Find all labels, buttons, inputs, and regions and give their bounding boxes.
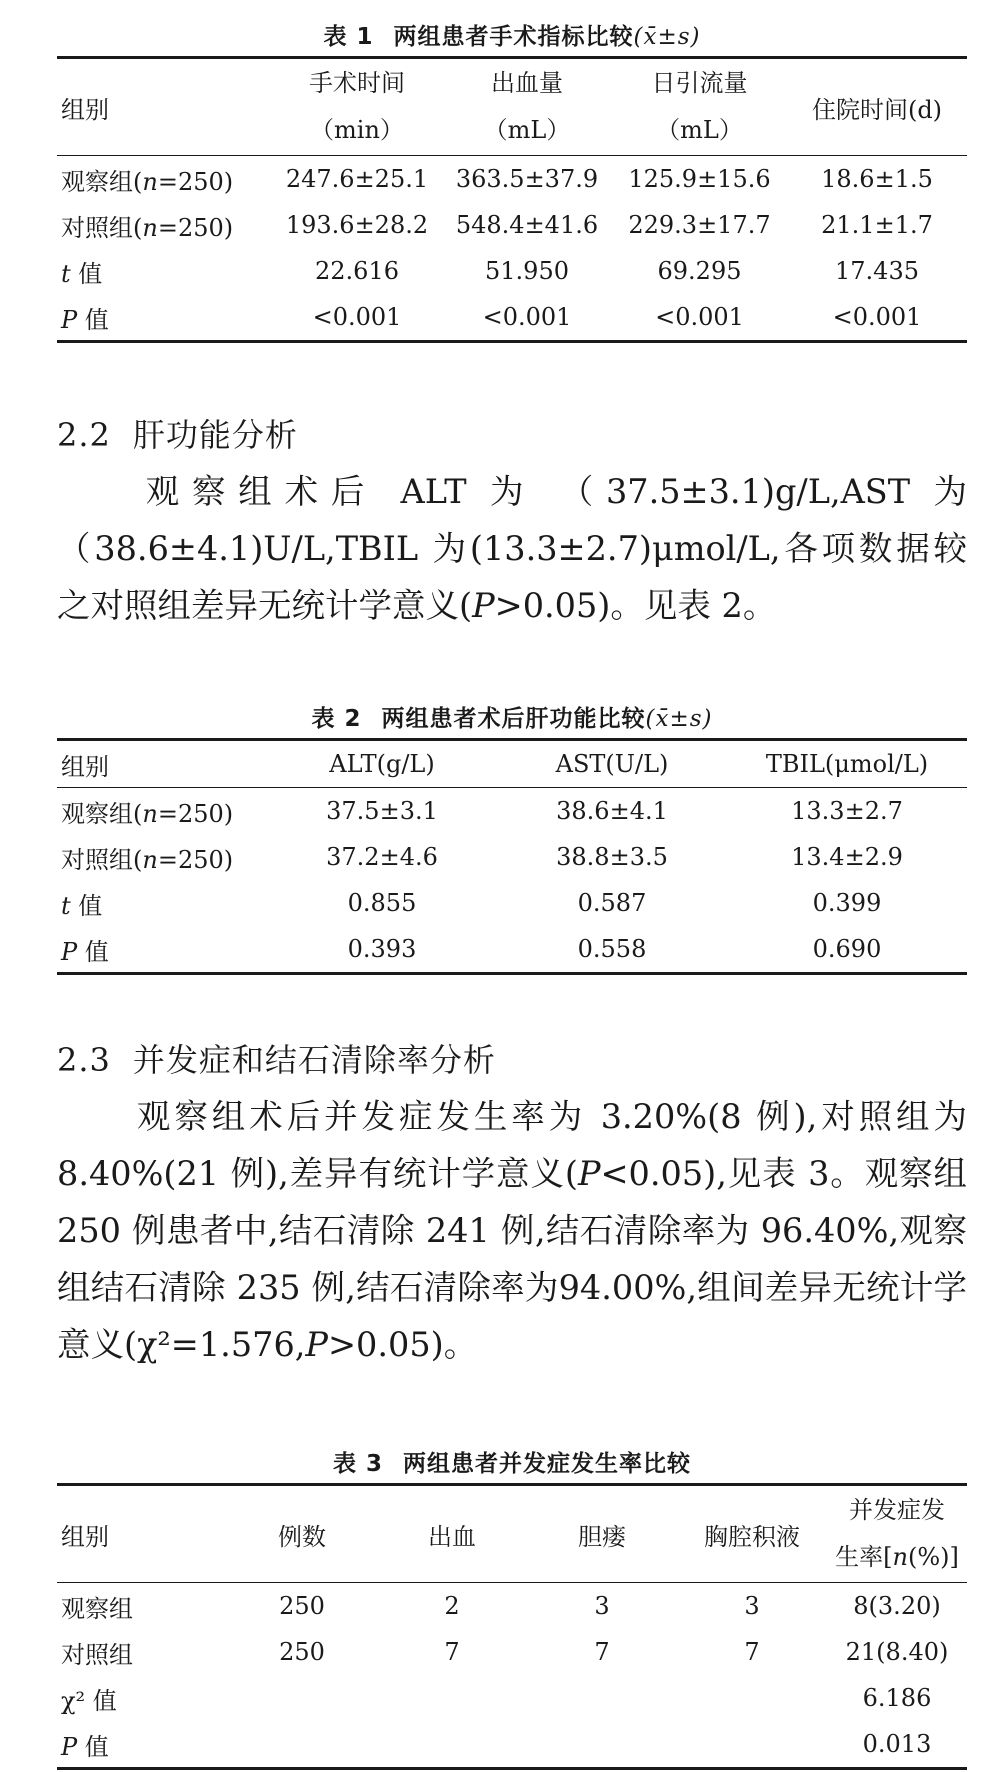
header-cell: 组别 [57, 740, 267, 788]
section-2-2-paragraph: 观察组术后 ALT 为 （37.5±3.1)g/L,AST 为 （38.6±4.1)U/L,TBIL 为(13.3±2.7)μmol/L,各项数据较之对照组差异无统计学意义(P>0.05)。见表 2。 [57, 472, 967, 625]
table-3-block [57, 1445, 967, 1770]
row-label: 观察组(n=250) [61, 799, 234, 828]
table-row [57, 1721, 967, 1769]
table-3-caption [57, 1445, 967, 1483]
header-cell: AST(U/L) [497, 740, 727, 788]
table-cell: 193.6±28.2 [285, 211, 429, 239]
header-cell: 手术时间 （min） [272, 58, 442, 156]
table-cell: 6.186 [862, 1684, 932, 1712]
header-cell: 出血量 （mL） [442, 58, 612, 156]
table-cell [527, 1721, 677, 1769]
table-1-caption [57, 18, 967, 56]
table-cell: 37.5±3.1 [326, 797, 438, 825]
section-heading-2-3: 2.3 并发症和结石清除率分析 [57, 1041, 496, 1079]
table-3 [57, 1483, 967, 1770]
row-label: P 值 [57, 926, 267, 974]
header-cell: 胸腔积液 [677, 1485, 827, 1583]
table-cell: <0.001 [442, 294, 612, 342]
row-label: P 值 [57, 1721, 227, 1769]
table-row [57, 1629, 967, 1675]
header-cell: 住院时间(d) [787, 58, 967, 156]
row-label: 对照组(n=250) [61, 213, 234, 242]
table-cell: 0.855 [347, 889, 417, 917]
header-cell: TBIL(μmol/L) [727, 740, 967, 788]
table-cell [227, 1675, 377, 1721]
table-row [57, 788, 967, 835]
table-cell: 229.3±17.7 [628, 211, 771, 239]
table-cell: 13.4±2.9 [791, 843, 903, 871]
table-caption-number: 表 1 [323, 24, 374, 50]
table-cell: 3 [594, 1592, 610, 1620]
row-label: P 值 [57, 294, 272, 342]
table-cell: 250 [279, 1592, 325, 1620]
table-cell [377, 1721, 527, 1769]
table-cell [227, 1721, 377, 1769]
table-cell: 37.2±4.6 [326, 843, 438, 871]
table-caption-text: 两组患者并发症发生率比较 [403, 1451, 691, 1477]
table-cell: 3 [744, 1592, 760, 1620]
table-cell: <0.001 [612, 294, 787, 342]
table-cell: 7 [594, 1638, 610, 1666]
table-cell: 38.6±4.1 [556, 797, 668, 825]
table-cell: 51.950 [485, 257, 569, 285]
table-cell: 125.9±15.6 [628, 165, 771, 193]
header-cell: 例数 [227, 1485, 377, 1583]
table-cell: <0.001 [787, 294, 967, 342]
table-2-block [57, 700, 967, 975]
table-cell: 18.6±1.5 [821, 165, 933, 193]
table-cell [677, 1675, 827, 1721]
table-row [57, 880, 967, 926]
table-cell: 0.393 [267, 926, 497, 974]
header-cell: 组别 [57, 58, 272, 156]
table-cell: 548.4±41.6 [455, 211, 599, 239]
table-caption-number: 表 2 [311, 706, 362, 732]
table-cell: 21.1±1.7 [821, 211, 933, 239]
table-cell: 0.399 [812, 889, 882, 917]
table-cell: 7 [444, 1638, 460, 1666]
table-cell: 2 [444, 1592, 460, 1620]
section-2-3-paragraph: 观察组术后并发症发生率为 3.20%(8 例),对照组为 8.40%(21 例),差异有统计学意义(P<0.05),见表 3。观察组 250 例患者中,结石清除 241 例,结石清除率为 96.40%,观察组结石清除 235 例,结石清除率为94.00%,组间差异无统计学意义(χ²=1.576,P>0.05)。 [57, 1097, 968, 1364]
table-cell: <0.001 [272, 294, 442, 342]
table-header-row [57, 1485, 967, 1583]
row-label: t 值 [61, 891, 103, 920]
table-cell: 250 [279, 1638, 325, 1666]
table-cell: 8(3.20) [853, 1592, 941, 1620]
table-cell: 247.6±25.1 [285, 165, 429, 193]
table-row [57, 294, 967, 342]
table-header-row [57, 58, 967, 156]
row-label: 对照组(n=250) [61, 845, 234, 874]
table-1 [57, 56, 967, 343]
table-row [57, 248, 967, 294]
table-caption-stat: (x̄±s) [645, 706, 713, 732]
table-cell [677, 1721, 827, 1769]
table-2-caption [57, 700, 967, 738]
table-cell: 69.295 [657, 257, 742, 285]
row-label: 对照组 [61, 1640, 133, 1669]
table-cell: 0.587 [577, 889, 647, 917]
table-cell: 0.558 [497, 926, 727, 974]
header-cell: 并发症发 生率[n(%)] [827, 1485, 967, 1583]
header-cell: 日引流量 （mL） [612, 58, 787, 156]
table-1-block [57, 18, 967, 343]
row-label: χ² 值 [61, 1686, 117, 1715]
table-cell: 13.3±2.7 [791, 797, 903, 825]
table-cell: 0.690 [727, 926, 967, 974]
header-cell: 胆瘘 [527, 1485, 677, 1583]
table-row [57, 202, 967, 248]
table-header-row [57, 740, 967, 788]
table-row [57, 156, 967, 203]
row-label: 观察组 [61, 1594, 133, 1623]
table-row [57, 1675, 967, 1721]
table-cell: 17.435 [835, 257, 919, 285]
table-cell [527, 1675, 677, 1721]
table-caption-stat: (x̄±s) [633, 24, 701, 50]
table-cell: 7 [744, 1638, 760, 1666]
row-label: t 值 [61, 259, 103, 288]
table-cell: 363.5±37.9 [455, 165, 599, 193]
table-cell: 0.013 [827, 1721, 967, 1769]
table-cell: 21(8.40) [845, 1638, 949, 1666]
table-row [57, 1583, 967, 1630]
table-cell [377, 1675, 527, 1721]
row-label: 观察组(n=250) [61, 167, 234, 196]
table-caption-text: 两组患者术后肝功能比较 [381, 706, 646, 732]
header-cell: 出血 [377, 1485, 527, 1583]
table-2 [57, 738, 967, 975]
table-row [57, 926, 967, 974]
table-cell: 22.616 [315, 257, 399, 285]
table-caption-text: 两组患者手术指标比较 [393, 24, 634, 50]
section-heading-2-2: 2.2 肝功能分析 [57, 416, 298, 454]
table-caption-number: 表 3 [332, 1451, 383, 1477]
header-cell: 组别 [57, 1485, 227, 1583]
header-cell: ALT(g/L) [267, 740, 497, 788]
table-row [57, 834, 967, 880]
table-cell: 38.8±3.5 [556, 843, 668, 871]
